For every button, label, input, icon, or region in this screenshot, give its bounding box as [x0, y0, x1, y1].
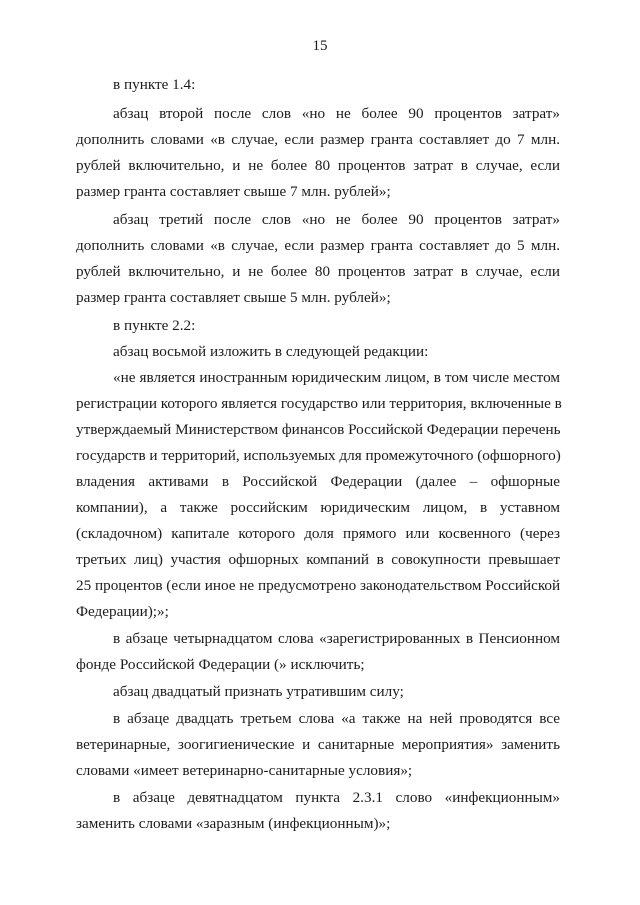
text-line: ветеринарные, зоогигиенические и санитарные мероприятия» заменить	[76, 736, 560, 753]
text-line: государств и территорий, используемых для промежуточного (офшорного)	[76, 447, 561, 464]
text-line: фонде Российской Федерации (» исключить;	[76, 656, 365, 673]
text-line: «не является иностранным юридическим лицом, в том числе местом	[113, 369, 560, 386]
text-line: третьих лиц) участия офшорных компаний в совокупности превышает	[76, 551, 560, 568]
text-line: регистрации которого является государство или территория, включенные в	[76, 395, 562, 412]
text-line: абзац третий после слов «но не более 90 процентов затрат»	[113, 211, 560, 228]
text-line: абзац двадцатый признать утратившим силу;	[113, 683, 404, 700]
text-line: абзац второй после слов «но не более 90 процентов затрат»	[113, 105, 560, 122]
page-number: 15	[312, 38, 328, 54]
text-line: рублей включительно, и не более 80 процентов затрат в случае, если	[76, 263, 560, 280]
text-line: (складочном) капитале которого доля прямого или косвенного (через	[76, 525, 560, 542]
text-line: размер гранта составляет свыше 5 млн. рублей»;	[76, 289, 391, 306]
text-line: дополнить словами «в случае, если размер гранта составляет до 7 млн.	[76, 131, 560, 148]
text-line: рублей включительно, и не более 80 процентов затрат в случае, если	[76, 157, 560, 174]
text-line: владения активами в Российской Федерации (далее – офшорные	[76, 473, 560, 490]
text-line: в абзаце четырнадцатом слова «зарегистрированных в Пенсионном	[113, 630, 560, 647]
text-line: в абзаце двадцать третьем слова «а также на ней проводятся все	[113, 710, 560, 727]
text-line: компании), а также российским юридическим лицом, в уставном	[76, 499, 560, 516]
text-line: дополнить словами «в случае, если размер гранта составляет до 5 млн.	[76, 237, 560, 254]
text-line: в пункте 1.4:	[113, 76, 196, 93]
text-line: 25 процентов (если иное не предусмотрено законодательством Российской	[76, 577, 561, 594]
text-line: Федерации);»;	[76, 603, 169, 620]
text-line: в пункте 2.2:	[113, 317, 196, 334]
text-line: утверждаемый Министерством финансов Российской Федерации перечень	[76, 421, 561, 438]
text-line: размер гранта составляет свыше 7 млн. рублей»;	[76, 183, 391, 200]
text-line: в абзаце девятнадцатом пункта 2.3.1 слово «инфекционным»	[113, 789, 560, 806]
text-line: заменить словами «заразным (инфекционным)»;	[76, 815, 391, 832]
text-line: словами «имеет ветеринарно-санитарные условия»;	[76, 762, 413, 779]
text-line: абзац восьмой изложить в следующей редакции:	[113, 343, 429, 360]
